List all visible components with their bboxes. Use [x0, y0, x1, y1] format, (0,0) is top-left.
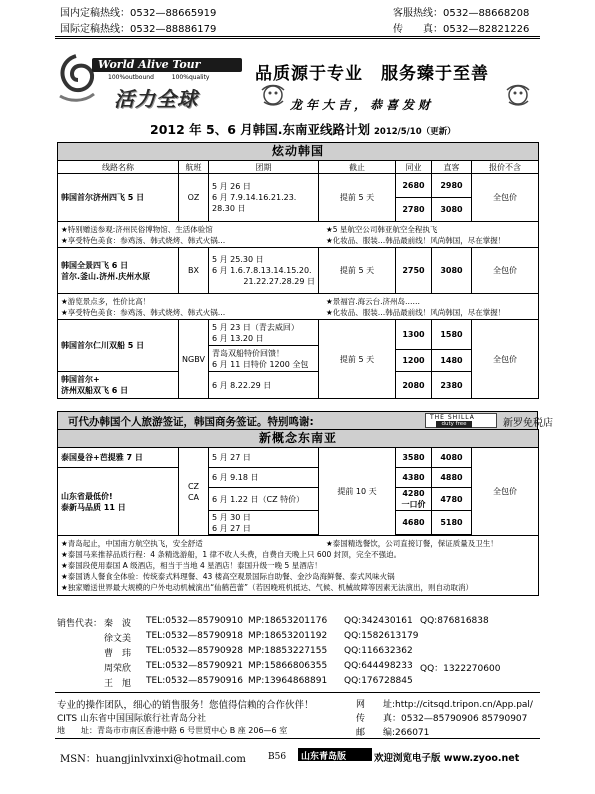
logo-chinese: 活力全球	[114, 87, 198, 111]
rep-tel: TEL:0532—85790916	[146, 676, 243, 686]
date-line: 6 月 7.9.14.16.21.23.	[212, 193, 297, 202]
shilla-dutyfree-cn: 新罗免税店	[503, 418, 553, 429]
fax-number: 传 真：0532—82821226	[393, 24, 530, 35]
header-dates: 团期	[209, 161, 319, 174]
header-excluded: 报价不含	[472, 161, 539, 174]
rep-mobile: MP:18653201176	[248, 616, 328, 626]
logo-subtitle	[108, 74, 209, 81]
publication-brand-text: 山东青岛版	[301, 752, 347, 762]
visa-banner	[57, 411, 553, 429]
intl-hotline: 国际定稿热线：0532—88886179	[60, 24, 217, 35]
rep-mobile: MP:18853227155	[248, 646, 328, 656]
table-header-row	[58, 161, 539, 174]
direct-price: 1480	[432, 350, 472, 372]
header-divider	[55, 36, 540, 37]
trade-price: 1300	[396, 320, 432, 350]
rep-name: 王 旭	[104, 679, 132, 689]
logo-sub-left: 100%outbound	[108, 74, 154, 81]
rep-mobile: MP:18653201192	[248, 631, 328, 641]
table-row	[58, 448, 539, 468]
logo-sub-right: 100%quality	[171, 74, 210, 81]
tour-dates: 5 月 27 日	[209, 448, 319, 468]
direct-price: 4080	[432, 448, 472, 468]
promo-dates: 青岛双船特价回馈！ 6 月 11 日特价 1200 全包	[209, 346, 319, 372]
header-route: 线路名称	[58, 161, 179, 174]
sea-section-title: 新概念东南亚	[58, 430, 539, 448]
header-divider-2	[55, 38, 540, 39]
excluded: 全包价	[472, 320, 539, 399]
flight-code: NGBV	[179, 320, 209, 399]
publication-brand	[298, 748, 372, 761]
sales-divider	[55, 692, 540, 693]
rep-qq-2: QQ:876816838	[420, 616, 489, 626]
service-hotline: 客服热线：0532—88668208	[393, 8, 530, 19]
trade-price: 4680	[396, 511, 432, 535]
rep-name: 周荣欣	[104, 664, 132, 674]
rep-mobile: MP:15866806355	[248, 661, 328, 671]
swirl-logo-icon	[56, 52, 96, 108]
direct-price: 3080	[432, 198, 472, 222]
trade-price: 4380	[396, 468, 432, 488]
rep-tel: TEL:0532—85790928	[146, 646, 243, 656]
direct-price: 4880	[432, 468, 472, 488]
excluded: 全包价	[472, 248, 539, 294]
deadline: 提前 5 天	[319, 174, 396, 222]
trade-price: 2080	[396, 372, 432, 399]
korea-routes-table	[57, 142, 539, 399]
direct-price: 2380	[432, 372, 472, 399]
shilla-name: THE SHILLA	[430, 414, 475, 421]
direct-price: 4780	[432, 488, 472, 511]
flight-code: OZ	[179, 174, 209, 222]
rep-qq: QQ:644498233	[344, 661, 413, 671]
deadline: 提前 5 天	[319, 248, 396, 294]
table-row	[58, 320, 539, 346]
tour-dates: 6 月 9.18 日	[209, 468, 319, 488]
header-flight: 航班	[179, 161, 209, 174]
tour-dates: 5 月 25.30 日 6 月 1.6.7.8.13.14.15.20. 21.22.27.28.29 日	[209, 248, 319, 294]
route-name: 山东省最低价! 泰新马品质 11 日	[58, 468, 179, 536]
excluded: 全包价	[472, 448, 539, 536]
note-line: ★独家赠送世界最大规模的户外电动机械演出“仙鹤芭蕾”（若因晚班机抵达、气候、机械故障等因素无法演出，则自动取消）	[61, 583, 473, 592]
trade-price: 1200	[396, 350, 432, 372]
header-direct: 直客	[432, 161, 472, 174]
rep-qq: QQ:176728845	[344, 676, 413, 686]
trade-price: 2750	[396, 248, 432, 294]
rep-qq: QQ:342430161	[344, 616, 413, 626]
page-title: 2012 年 5、6 月韩国.东南亚线路计划	[150, 122, 370, 137]
company-fax: 传 真：0532—85790906 85790907	[356, 714, 528, 724]
table-row	[58, 248, 539, 294]
note-line: ★泰国马来推荐品质行程：4 条精选游船，1 律不收人头费，自费自天晚上只 600 封顶，完全不强迫。	[61, 550, 402, 559]
dragon-right-icon	[503, 82, 533, 108]
page-number: B56	[268, 752, 287, 762]
visa-banner-text: 可代办韩国个人旅游签证，韩国商务签证。特别鸣谢:	[68, 416, 314, 428]
rep-tel: TEL:0532—85790918	[146, 631, 243, 641]
date-line: 5 月 26 日	[212, 182, 251, 191]
service-slogan: 专业的操作团队，细心的销售服务！您值得信赖的合作伙伴！	[57, 700, 314, 711]
rep-mobile: MP:13964868891	[248, 676, 328, 686]
rep-qq: QQ:1582613179	[344, 631, 419, 641]
excluded: 全包价	[472, 174, 539, 222]
korea-section-title: 炫动韩国	[58, 143, 539, 161]
dragon-left-icon	[258, 82, 288, 108]
company-address: 地 址：青岛市市南区香港中路 6 号世贸中心 B 座 206—6 室	[57, 726, 288, 735]
date-line: 28.30 日	[212, 204, 246, 213]
rep-name: 徐文美	[104, 634, 132, 644]
route-name: 泰国曼谷+芭提雅 7 日	[58, 448, 179, 468]
title-date: 2012/5/10（更新）	[374, 127, 456, 137]
table-row	[58, 174, 539, 198]
header-trade: 同业	[396, 161, 432, 174]
table-row	[58, 372, 539, 399]
route-name: 韩国首尔+ 济州双船双飞 6 日	[58, 372, 179, 399]
route-name: 韩国首尔仁川双船 5 日	[58, 320, 179, 372]
footer-divider	[55, 738, 540, 739]
route-name: 韩国首尔济州四飞 5 日	[58, 174, 179, 222]
rep-tel: TEL:0532—85790910	[146, 616, 243, 626]
website[interactable]: 网 址:http://citsqd.tripon.cn/App.pal/	[356, 700, 533, 710]
new-year-greeting: 龙年大吉，恭喜发财	[290, 98, 435, 112]
note-line: ★泰国诱人餐食全体验：传统泰式料理餐、43 楼高空观景国际自助餐、金沙岛海鲜餐、泰式风味火锅	[61, 572, 395, 581]
publication-tagline[interactable]: 欢迎浏览电子版 www.zyoo.net	[374, 753, 520, 764]
flight-code: CZ CA	[179, 448, 209, 536]
route-name: 韩国全景四飞 6 日 首尔.釜山.济州.庆州水原	[58, 248, 179, 294]
tour-dates: 5 月 23 日（青去威回） 6 月 13.20 日	[209, 320, 319, 346]
shilla-logo	[425, 413, 497, 428]
deadline: 提前 5 天	[319, 320, 396, 399]
notes-row: ★游览景点多，性价比高！ ★景福宫.海云台.济州岛…… ★享受特色美食：参鸡汤、韩式烧烤、韩式火锅… ★化妆品、服装…韩品最前线！风尚韩国，尽在掌握！	[58, 294, 539, 320]
tour-dates: 6 月 8.22.29 日	[209, 372, 319, 399]
rep-qq: QQ:116632362	[344, 646, 413, 656]
domestic-hotline: 国内定稿热线：0532—88665919	[60, 8, 217, 19]
postcode: 邮 编:266071	[356, 728, 430, 738]
deadline: 提前 10 天	[319, 448, 396, 536]
table-row	[58, 468, 539, 488]
sea-notes: ★青岛起止，中国南方航空执飞，安全舒适 ★泰国精选餐饮，公司直接订餐，保证质量及卫生！ ★泰国马来推荐品质行程：4 条精选游船，1 律不收人头费，自费自天晚上只 600 封顶，完全不强迫。 ★泰国段使用泰国 A 级酒店，相当于当地 4 星酒店！泰国升级一晚 5 星酒店！ ★泰国诱人餐食全体验：传统泰式料理餐、43 楼高空观景国际自助餐、金沙岛海鲜餐、泰式风味火锅 ★独家赠送世界最大规模的户外电动机械演出“仙鹤芭蕾”（若因晚班机抵达、气候、机械故障等因素无法演出，则自动取消）	[58, 536, 539, 596]
slogan: 品质源于专业 服务臻于至善	[255, 64, 489, 84]
logo-english: World Alive Tour	[98, 58, 201, 71]
rep-name: 曹 玮	[104, 649, 132, 659]
direct-price: 1580	[432, 320, 472, 350]
tour-dates: 6 月 1.22 日（CZ 特价）	[209, 488, 319, 511]
trade-price: 4280 一口价	[396, 488, 432, 511]
rep-qq-2: QQ：1322270600	[420, 664, 501, 674]
sales-label: 销售代表：	[57, 619, 103, 629]
notes-row	[58, 536, 539, 596]
direct-price: 2980	[432, 174, 472, 198]
note-line: ★泰国段使用泰国 A 级酒店，相当于当地 4 星酒店！泰国升级一晚 5 星酒店！	[61, 561, 322, 570]
trade-price: 2680	[396, 174, 432, 198]
rep-name: 秦 波	[104, 619, 132, 629]
notes-row: ★特别赠送参观:济州民俗博物馆、生活体验馆 ★5 星航空公司韩亚航空全程执飞 ★享受特色美食：参鸡汤、韩式烧烤、韩式火锅… ★化妆品、服装…韩品最前线！风尚韩国，尽在掌握！	[58, 222, 539, 248]
title-line	[150, 120, 456, 138]
trade-price: 2780	[396, 198, 432, 222]
tour-dates: 5 月 30 日 6 月 27 日	[209, 511, 319, 535]
rep-tel: TEL:0532—85790921	[146, 661, 243, 671]
trade-price: 3580	[396, 448, 432, 468]
duty-free-tag: duty free	[436, 421, 472, 428]
tour-dates	[209, 174, 319, 222]
company-logo	[56, 52, 248, 110]
company-name: CITS 山东省中国国际旅行社青岛分社	[57, 714, 207, 724]
header-deadline: 截止	[319, 161, 396, 174]
sea-routes-table	[57, 429, 539, 596]
flight-code: BX	[179, 248, 209, 294]
direct-price: 5180	[432, 511, 472, 535]
msn-contact: MSN：huangjinlvxinxi@hotmail.com	[60, 754, 246, 765]
direct-price: 3080	[432, 248, 472, 294]
